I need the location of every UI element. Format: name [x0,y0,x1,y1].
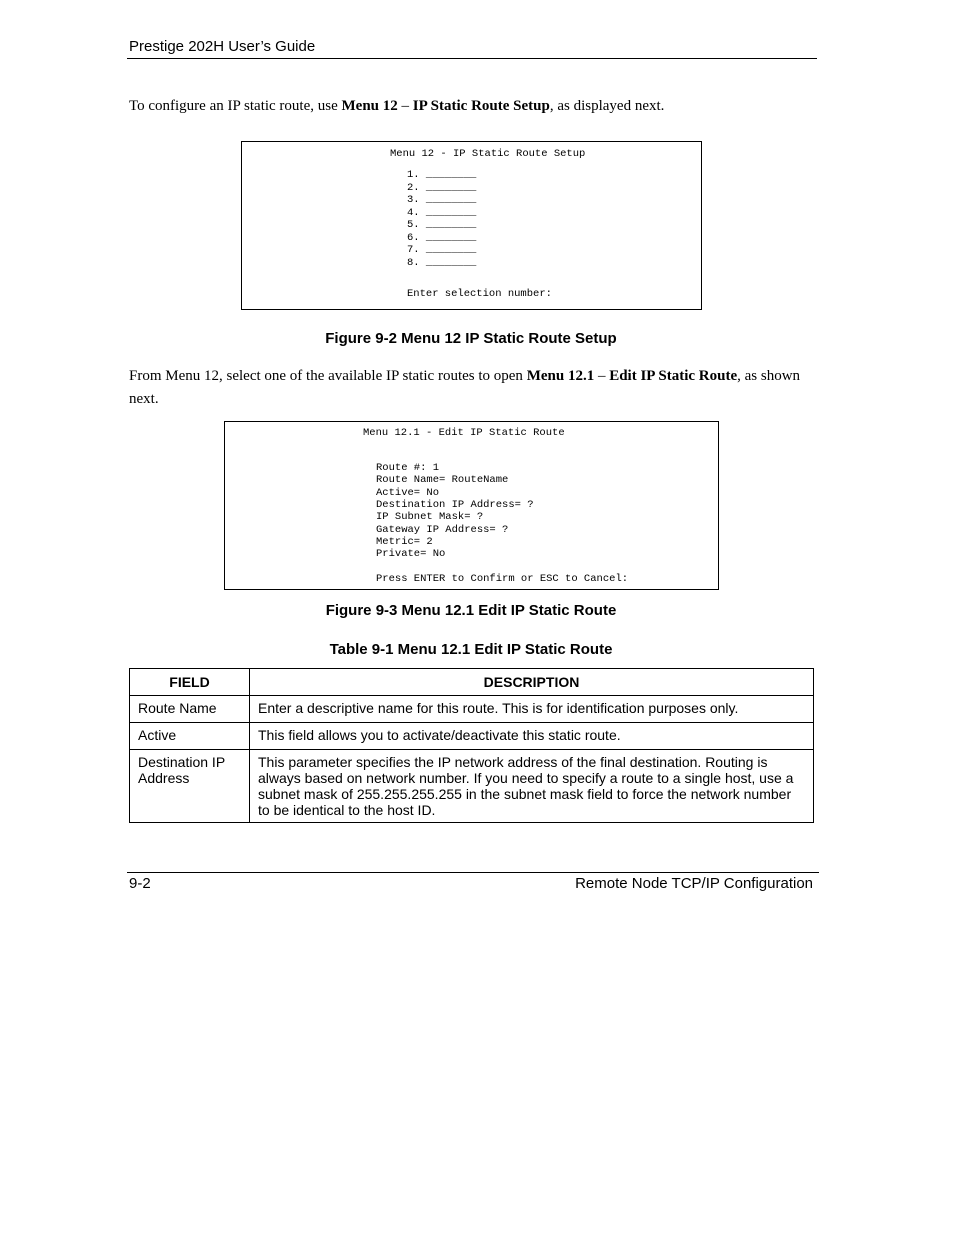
figure-caption-9-2: Figure 9-2 Menu 12 IP Static Route Setup [325,330,617,347]
page-header-title: Prestige 202H User’s Guide [129,38,316,55]
intro-menu-ref: Menu 12 [341,98,398,114]
intro-dash: – [397,98,413,114]
para2-dash: – [594,368,610,384]
screen1-prompt: Enter selection number: [407,288,552,300]
screen2-field: Gateway IP Address= ? [376,523,509,536]
screen1-title: Menu 12 - IP Static Route Setup [390,148,586,160]
table-row [130,723,814,750]
field-description-table [129,668,814,823]
table-row [130,696,814,723]
table-header-row [130,669,814,696]
screen1-item: 5. ________ [407,219,477,231]
screen2-field: Route Name= RouteName [376,474,509,487]
header-divider [127,58,817,59]
screen1-item: 4. ________ [407,206,477,219]
table-cell-description: This parameter specifies the IP network address of the final destination. Routing is always based on network number. If you need to specify a route to a single host, use a subnet mask of 255.255.255.255 in the subnet mask field to force the network number to be identical to the host ID. [250,750,814,823]
column-header-description: DESCRIPTION [250,669,814,696]
screen2-field: Route #: 1 [376,462,440,474]
second-paragraph [129,365,819,411]
table-cell-field: Route Name [130,696,250,723]
table-row [130,750,814,823]
screen2-prompt: Press ENTER to Confirm or ESC to Cancel: [376,573,629,585]
table-cell-field: Destination IP Address [130,750,250,823]
figure-caption-9-3: Figure 9-3 Menu 12.1 Edit IP Static Route [325,602,617,619]
footer-divider [127,872,819,873]
para2-text-before: From Menu 12, select one of the available IP static routes to open [129,368,527,384]
intro-menu-name: IP Static Route Setup [412,98,550,114]
screen1-item: 2. ________ [407,181,477,194]
para2-text-after: , as shown next. [129,368,801,407]
table-cell-description: Enter a descriptive name for this route. This is for identification purposes only. [250,696,814,723]
screen1-item: 6. ________ [407,231,477,244]
screen1-item: 3. ________ [407,194,477,206]
table-cell-field: Active [130,723,250,750]
screen2-field: Active= No [376,486,440,499]
para2-menu-ref: Menu 12.1 [526,368,595,384]
intro-paragraph [129,95,819,118]
menu-12-1-screen [224,421,719,590]
screen2-field: Private= No [376,548,446,561]
table-caption: Table 9-1 Menu 12.1 Edit IP Static Route [329,641,613,658]
screen1-item: 8. ________ [407,256,477,269]
intro-text-before: To configure an IP static route, use [129,98,342,114]
chapter-title: Remote Node TCP/IP Configuration [575,875,813,892]
screen1-item: 7. ________ [407,244,477,256]
screen2-title: Menu 12.1 - Edit IP Static Route [363,427,565,439]
para2-menu-name: Edit IP Static Route [609,368,738,384]
intro-text-after: , as displayed next. [549,98,665,114]
column-header-field: FIELD [130,669,250,696]
screen2-field: Destination IP Address= ? [376,498,534,511]
page-number: 9-2 [129,875,151,892]
screen2-field: Metric= 2 [376,535,433,548]
screen2-field: IP Subnet Mask= ? [376,511,484,524]
table-cell-description: This field allows you to activate/deactivate this static route. [250,723,814,750]
screen1-item: 1. ________ [407,169,477,181]
menu-12-screen [241,141,702,310]
